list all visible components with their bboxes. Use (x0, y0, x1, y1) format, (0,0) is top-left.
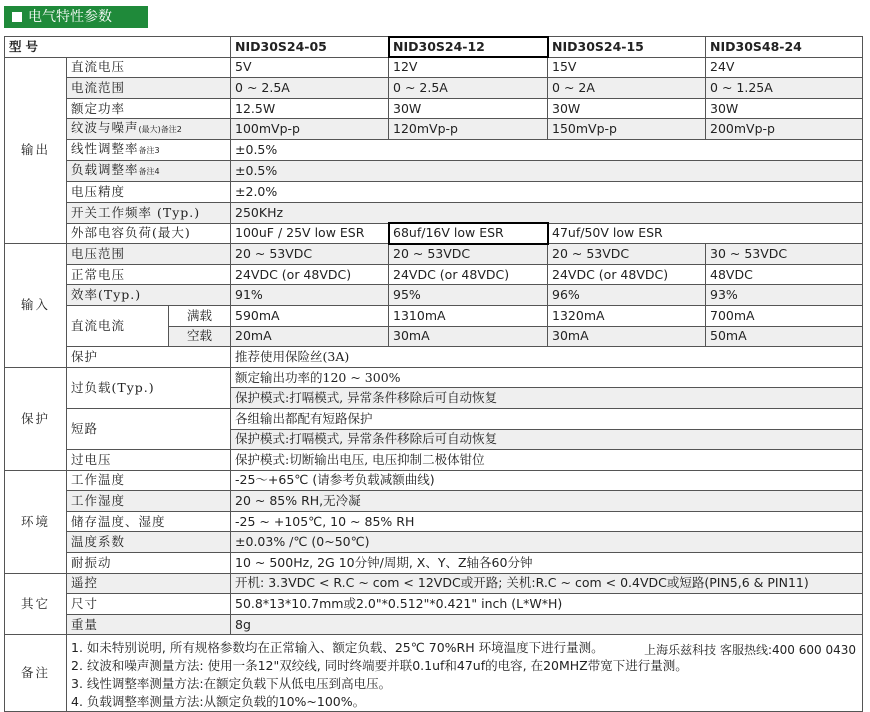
cell: 1310mA (389, 305, 548, 326)
square-bullet-icon (12, 12, 22, 22)
row-label: 工作温度 (67, 470, 231, 491)
model-col: NID30S24-12 (389, 37, 548, 58)
cell: 12V (389, 57, 548, 78)
cell: ±2.0% (231, 182, 863, 203)
cell: 10 ~ 500Hz, 2G 10分钟/周期, X、Y、Z轴各60分钟 (231, 553, 863, 574)
header-row (5, 37, 863, 58)
cell: 0 ~ 2.5A (231, 78, 389, 99)
spec-table (4, 36, 863, 712)
cell: 30W (389, 98, 548, 119)
sub-label: 满载 (169, 305, 231, 326)
cell: 5V (231, 57, 389, 78)
row-label: 耐振动 (67, 553, 231, 574)
row-note: 备注4 (138, 167, 160, 177)
row-label: 直流电流 (67, 305, 169, 346)
cell: 50.8*13*10.7mm或2.0"*0.512"*0.421" inch (L*W*H) (231, 594, 863, 615)
cell: 保护模式:切断输出电压, 电压抑制二极体钳位 (231, 450, 863, 471)
row-label: 过负载(Typ.) (67, 367, 231, 408)
group-input: 输入 (5, 244, 67, 368)
note-line: 3. 线性调整率测量方法:在额定负载下从低电压到高电压。 (71, 676, 392, 692)
note-line: 1. 如未特别说明, 所有规格参数均在正常输入、额定负载、25℃ 70%RH 环境温度下进行量测。 (71, 640, 604, 656)
cell: 保护模式:打嗝模式, 异常条件移除后可自动恢复 (231, 429, 863, 450)
cell: 100mVp-p (231, 119, 389, 140)
cell: 20 ~ 53VDC (548, 244, 706, 265)
row-label-text: 负载调整率 (71, 162, 139, 178)
cell: ±0.5% (231, 161, 863, 182)
notes-cell (67, 635, 863, 712)
group-protection: 保护 (5, 367, 67, 470)
cell: 20mA (231, 326, 389, 347)
cell: -25 ~ +105℃, 10 ~ 85% RH (231, 511, 863, 532)
cell: 30W (548, 98, 706, 119)
cell: 推荐使用保险丝(3A) (231, 347, 863, 368)
row-label: 正常电压 (67, 264, 231, 285)
cell: 20 ~ 53VDC (231, 244, 389, 265)
row-label-text: 纹波与噪声 (71, 120, 139, 136)
row-label (67, 161, 231, 182)
row-note: 备注3 (138, 146, 160, 156)
section-header (4, 6, 148, 28)
row-label: 储存温度、湿度 (67, 511, 231, 532)
cell: 24VDC (or 48VDC) (231, 264, 389, 285)
cell: 93% (706, 285, 863, 306)
cell: 30W (706, 98, 863, 119)
cell: -25～+65℃ (请参考负载减额曲线) (231, 470, 863, 491)
row-label: 温度系数 (67, 532, 231, 553)
cell: 各组输出都配有短路保护 (231, 408, 863, 429)
row-label: 直流电压 (67, 57, 231, 78)
section-title: 电气特性参数 (28, 9, 112, 25)
group-output: 输出 (5, 57, 67, 244)
cell: 20 ~ 85% RH,无冷凝 (231, 491, 863, 512)
note-line: 4. 负载调整率测量方法:从额定负载的10%~100%。 (71, 694, 366, 710)
cell: 15V (548, 57, 706, 78)
cell: 开机: 3.3VDC < R.C ~ com < 12VDC或开路; 关机:R.C ~ com < 0.4VDC或短路(PIN5,6 & PIN11) (231, 573, 863, 594)
cell: 91% (231, 285, 389, 306)
row-label: 效率(Typ.) (67, 285, 231, 306)
row-label: 外部电容负荷(最大) (67, 223, 231, 244)
row-label: 工作湿度 (67, 491, 231, 512)
cell: 30mA (389, 326, 548, 347)
row-label: 开关工作频率 (Typ.) (67, 202, 231, 223)
cell: 0 ~ 1.25A (706, 78, 863, 99)
cell: 30mA (548, 326, 706, 347)
cell: ±0.5% (231, 140, 863, 161)
cell: 12.5W (231, 98, 389, 119)
model-col: NID30S48-24 (706, 37, 863, 58)
cell: 68uf/16V low ESR (389, 223, 548, 244)
group-notes: 备注 (5, 635, 67, 712)
row-label: 保护 (67, 347, 231, 368)
row-label: 尺寸 (67, 594, 231, 615)
row-label: 电流范围 (67, 78, 231, 99)
cell: 100uF / 25V low ESR (231, 223, 389, 244)
cell: 250KHz (231, 202, 863, 223)
cell: 48VDC (706, 264, 863, 285)
row-label: 过电压 (67, 450, 231, 471)
cell: 保护模式:打嗝模式, 异常条件移除后可自动恢复 (231, 388, 863, 409)
cell: ±0.03% /℃ (0~50℃) (231, 532, 863, 553)
cell: 200mVp-p (706, 119, 863, 140)
row-label (67, 119, 231, 140)
model-col: NID30S24-15 (548, 37, 706, 58)
cell: 590mA (231, 305, 389, 326)
cell: 95% (389, 285, 548, 306)
model-label: 型号 (5, 37, 231, 58)
row-label-text: 线性调整率 (71, 141, 139, 157)
cell: 50mA (706, 326, 863, 347)
hotline: 上海乐兹科技 客服热线:400 600 0430 (644, 643, 857, 658)
cell: 96% (548, 285, 706, 306)
sub-label: 空载 (169, 326, 231, 347)
cell: 24V (706, 57, 863, 78)
cell: 0 ~ 2.5A (389, 78, 548, 99)
cell: 47uf/50V low ESR (548, 223, 863, 244)
note-line: 2. 纹波和噪声测量方法: 使用一条12"双绞线, 同时终端要并联0.1uf和47uf的电容, 在20MHZ带宽下进行量测。 (71, 658, 688, 674)
cell: 0 ~ 2A (548, 78, 706, 99)
row-label: 短路 (67, 408, 231, 449)
cell: 1320mA (548, 305, 706, 326)
cell: 20 ~ 53VDC (389, 244, 548, 265)
row-label: 电压精度 (67, 182, 231, 203)
cell: 24VDC (or 48VDC) (389, 264, 548, 285)
cell: 150mVp-p (548, 119, 706, 140)
cell: 120mVp-p (389, 119, 548, 140)
cell: 额定输出功率的120 ~ 300% (231, 367, 863, 388)
row-label: 电压范围 (67, 244, 231, 265)
cell: 8g (231, 614, 863, 635)
row-label: 重量 (67, 614, 231, 635)
cell: 700mA (706, 305, 863, 326)
group-other: 其它 (5, 573, 67, 635)
row-label: 额定功率 (67, 98, 231, 119)
row-note: (最大)备注2 (138, 125, 182, 135)
row-label: 遥控 (67, 573, 231, 594)
cell: 30 ~ 53VDC (706, 244, 863, 265)
row-label (67, 140, 231, 161)
model-col: NID30S24-05 (231, 37, 389, 58)
cell: 24VDC (or 48VDC) (548, 264, 706, 285)
group-environment: 环境 (5, 470, 67, 573)
